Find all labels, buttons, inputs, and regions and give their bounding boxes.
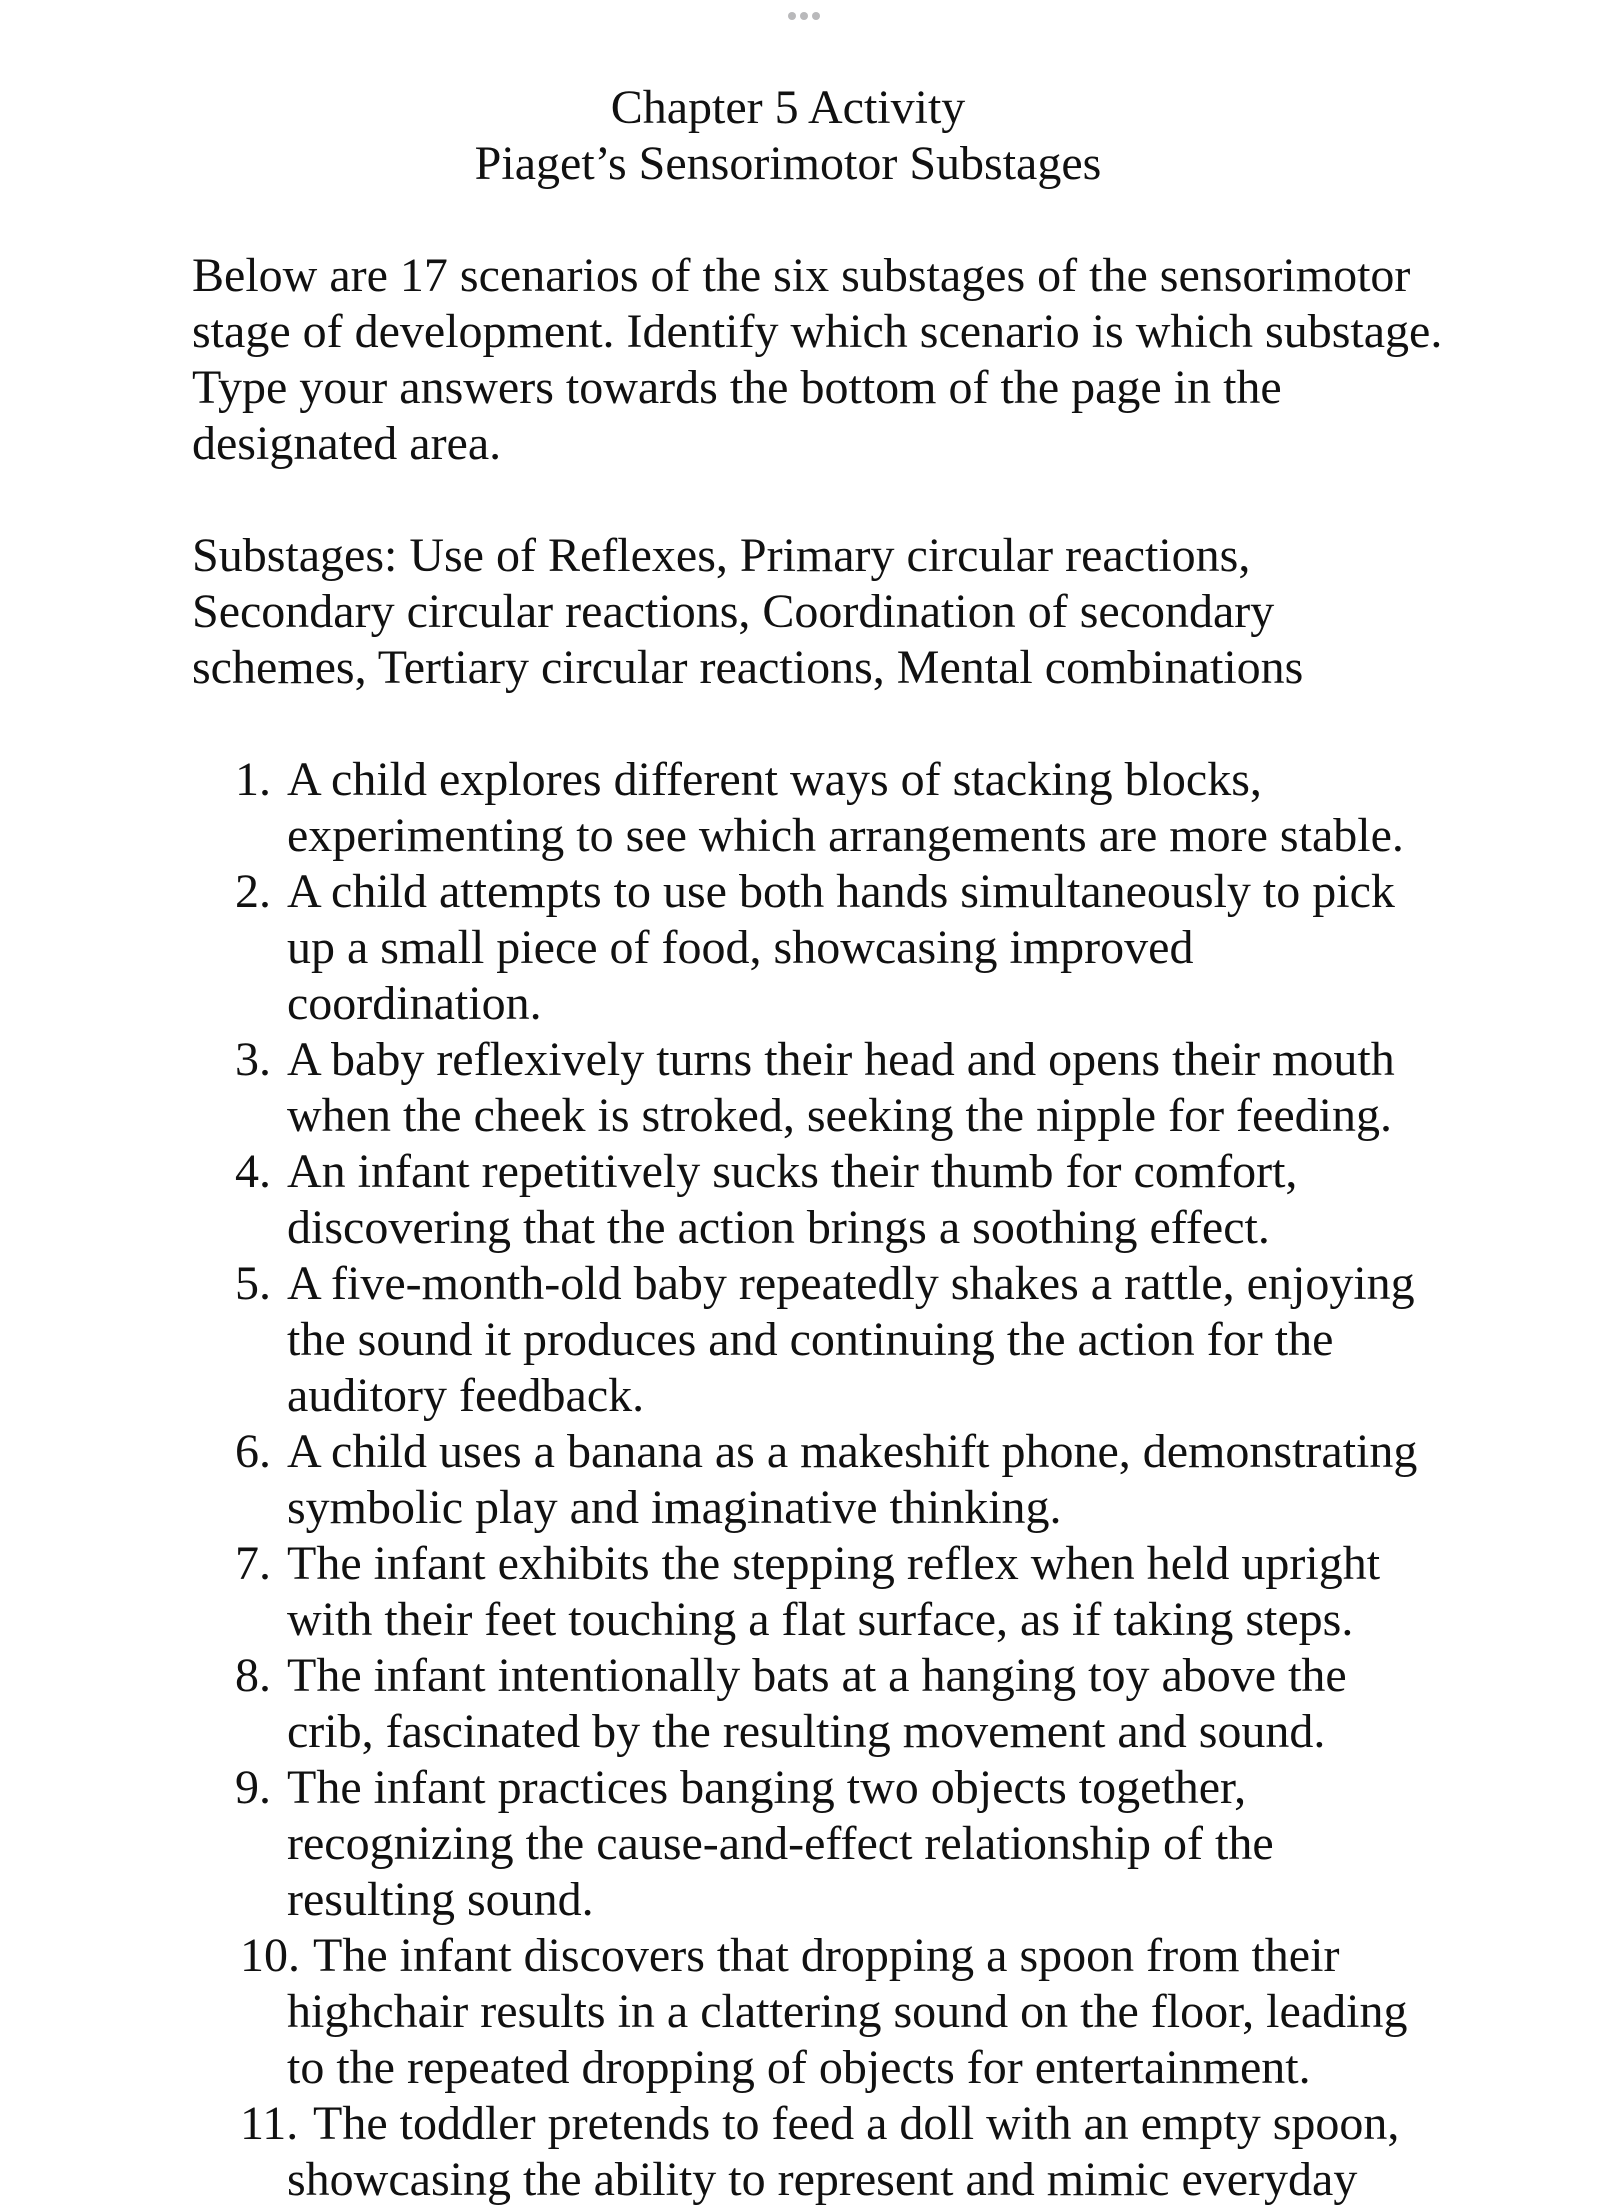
document-page — [192, 80, 1452, 2208]
scenario-number: 2. — [235, 865, 271, 918]
scenario-item — [192, 1760, 1452, 1928]
scenario-text-line: The infant exhibits the stepping reflex when held upright — [287, 1537, 1381, 1590]
scenario-text-line: The infant discovers that dropping a spoon from their — [313, 1929, 1340, 1982]
substages-paragraph: Substages: Use of Reflexes, Primary circular reactions, Secondary circular reactions, Coordination of secondary schemes, Tertiary circular reactions, Mental combinations — [192, 529, 1304, 694]
page-subtitle: Piaget’s Sensorimotor Substages — [474, 137, 1102, 190]
scenario-text-line: auditory feedback. — [287, 1369, 645, 1422]
scenario-text-line: A child attempts to use both hands simultaneously to pick — [287, 865, 1395, 918]
handle-dot-2 — [800, 12, 808, 20]
scenario-text-line: resulting sound. — [287, 1873, 594, 1926]
page-title: Chapter 5 Activity — [610, 81, 966, 134]
scenario-text-line: experimenting to see which arrangements are more stable. — [287, 809, 1404, 862]
scenario-text-line: symbolic play and imaginative thinking. — [287, 1481, 1062, 1534]
scenario-text-line: The toddler pretends to feed a doll with an empty spoon, — [313, 2097, 1400, 2150]
scenario-number: 7. — [235, 1537, 271, 1590]
scenario-item — [192, 1424, 1452, 1536]
scenario-number: 9. — [235, 1761, 271, 1814]
scenario-text-line: The infant intentionally bats at a hanging toy above the — [287, 1649, 1347, 1702]
handle-dot-1 — [788, 12, 796, 20]
scenario-number: 11. — [240, 2097, 299, 2150]
scenario-number: 10. — [240, 1929, 300, 1982]
scenario-text-line: An infant repetitively sucks their thumb for comfort, — [287, 1145, 1298, 1198]
window-drag-handle[interactable] — [788, 12, 820, 20]
scenario-item — [192, 2096, 1452, 2208]
title-block — [168, 80, 1408, 192]
scenario-text-line: A child explores different ways of stacking blocks, — [287, 753, 1262, 806]
scenario-text-line: discovering that the action brings a soothing effect. — [287, 1201, 1270, 1254]
scenario-text-line: when the cheek is stroked, seeking the nipple for feeding. — [287, 1089, 1392, 1142]
scenario-text-line: A baby reflexively turns their head and opens their mouth — [287, 1033, 1395, 1086]
scenario-text-line: the sound it produces and continuing the action for the — [287, 1313, 1334, 1366]
scenario-text-line: The infant practices banging two objects together, — [287, 1761, 1247, 1814]
scenario-text-line: showcasing the ability to represent and mimic everyday — [287, 2153, 1358, 2206]
scenario-item — [192, 1648, 1452, 1760]
scenario-text-line: highchair results in a clattering sound on the floor, leading — [287, 1985, 1408, 2038]
scenario-text-line: to the repeated dropping of objects for entertainment. — [287, 2041, 1311, 2094]
scenario-list — [192, 752, 1452, 2208]
scenario-item — [192, 1536, 1452, 1648]
scenario-text-line: recognizing the cause-and-effect relationship of the — [287, 1817, 1274, 1870]
scenario-item — [192, 1256, 1452, 1424]
scenario-number: 8. — [235, 1649, 271, 1702]
scenario-text-line: crib, fascinated by the resulting movement and sound. — [287, 1705, 1326, 1758]
scenario-text-line: up a small piece of food, showcasing improved — [287, 921, 1194, 974]
scenario-item — [192, 1144, 1452, 1256]
scenario-number: 3. — [235, 1033, 271, 1086]
scenario-text-line: coordination. — [287, 977, 542, 1030]
scenario-item — [192, 1032, 1452, 1144]
scenario-item — [192, 752, 1452, 864]
scenario-text-line: A five-month-old baby repeatedly shakes a rattle, enjoying — [287, 1257, 1415, 1310]
scenario-text-line: A child uses a banana as a makeshift phone, demonstrating — [287, 1425, 1418, 1478]
scenario-number: 5. — [235, 1257, 271, 1310]
scenario-item — [192, 1928, 1452, 2096]
scenario-number: 1. — [235, 753, 271, 806]
scenario-text-line: with their feet touching a flat surface, as if taking steps. — [287, 1593, 1354, 1646]
handle-dot-3 — [812, 12, 820, 20]
scenario-number: 6. — [235, 1425, 271, 1478]
scenario-item — [192, 864, 1452, 1032]
scenario-number: 4. — [235, 1145, 271, 1198]
intro-paragraph: Below are 17 scenarios of the six substages of the sensorimotor stage of development. Identify which scenario is which substage. Type your answers towards the bottom of the page in the designated area. — [192, 249, 1443, 470]
